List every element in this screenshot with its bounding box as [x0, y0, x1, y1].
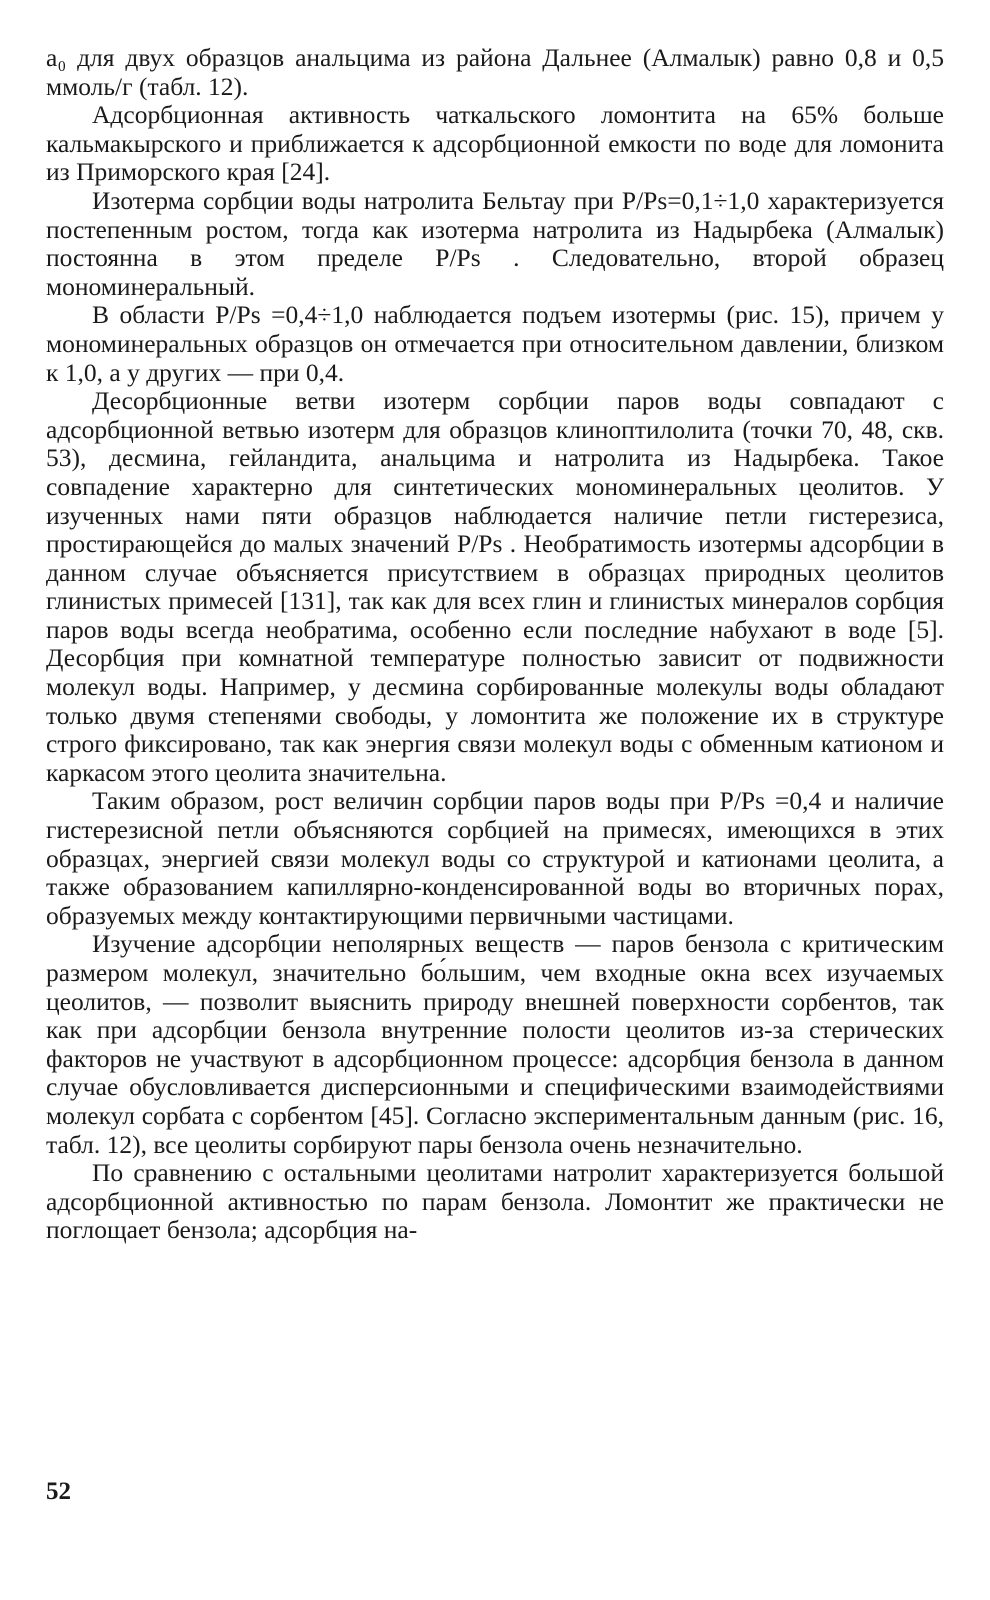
paragraph: Десорбционные ветви изотерм сорбции паров воды совпадают с адсорбционной ветвью изотерм для образцов клиноптилолита (точки 70, 48, скв. 53), десмина, гейландита, анальцима и натролита из Надырбека. Такое совпадение характерно для синтетических мономинеральных цеолитов. У изученных нами пяти образцов наблюдается наличие петли гистерезиса, простирающейся до малых значений P/Ps . Необратимость изотермы адсорбции в данном случае объясняется присутствием в образцах природных цеолитов глинистых примесей [131], так как для всех глин и глинистых минералов сорбция паров воды всегда необратима, особенно если последние набухают в воде [5]. Десорбция при комнатной температуре полностью зависит от подвижности молекул воды. Например, у десмина сорбированные молекулы воды обладают только двумя степенями свободы, у ломонтита же положение их в структуре строго фиксировано, так как энергия связи молекул воды с обменным катионом и каркасом этого цеолита значительна. — [46, 386, 944, 787]
paragraph: В области P/Ps =0,4÷1,0 наблюдается подъем изотермы (рис. 15), причем у мономинеральных образцов он отмечается при относительном давлении, близком к 1,0, а у других — при 0,4. — [46, 300, 944, 387]
paragraph: Изучение адсорбции неполярных веществ — паров бензола с критическим размером молекул, значительно бо́льшим, чем входные окна всех изучаемых цеолитов, — позволит выяснить природу внешней поверхности сорбентов, так как при адсорбции бензола внутренние полости цеолитов из-за стерических факторов не участвуют в адсорбционном процессе: адсорбция бензола в данном случае обусловливается дисперсионными и специфическими взаимодействиями молекул сорбата с сорбентом [45]. Согласно экспериментальным данным (рис. 16, табл. 12), все цеолиты сорбируют пары бензола очень незначительно. — [46, 929, 944, 1159]
paragraph: Изотерма сорбции воды натролита Бельтау при P/Ps=0,1÷1,0 характеризуется постепенным ростом, тогда как изотерма натролита из Надырбека (Алмалык) постоянна в этом пределе P/Ps . Следовательно, второй образец мономинеральный. — [46, 185, 944, 301]
paragraph: Таким образом, рост величин сорбции паров воды при P/Ps =0,4 и наличие гистерезисной петли объясняются сорбцией на примесях, имеющихся в этих образцах, энергией связи молекул воды со структурой и катионами цеолита, а также образованием капиллярно-конденсированной воды во вторичных порах, образуемых между контактирующими первичными частицами. — [46, 786, 944, 930]
body-text — [46, 44, 944, 1245]
paragraph: a₀ для двух образцов анальцима из района Дальнее (Алмалык) равно 0,8 и 0,5 ммоль/г (табл. 12). — [46, 43, 944, 101]
page-number: 52 — [46, 1478, 71, 1505]
paragraph: По сравнению с остальными цеолитами натролит характеризуется большой адсорбционной активностью по парам бензола. Ломонтит же практически не поглощает бензола; адсорбция на- — [46, 1158, 944, 1245]
paragraph: Адсорбционная активность чаткальского ломонтита на 65% больше кальмакырского и приближается к адсорбционной емкости по воде для ломонита из Приморского края [24]. — [46, 100, 944, 187]
